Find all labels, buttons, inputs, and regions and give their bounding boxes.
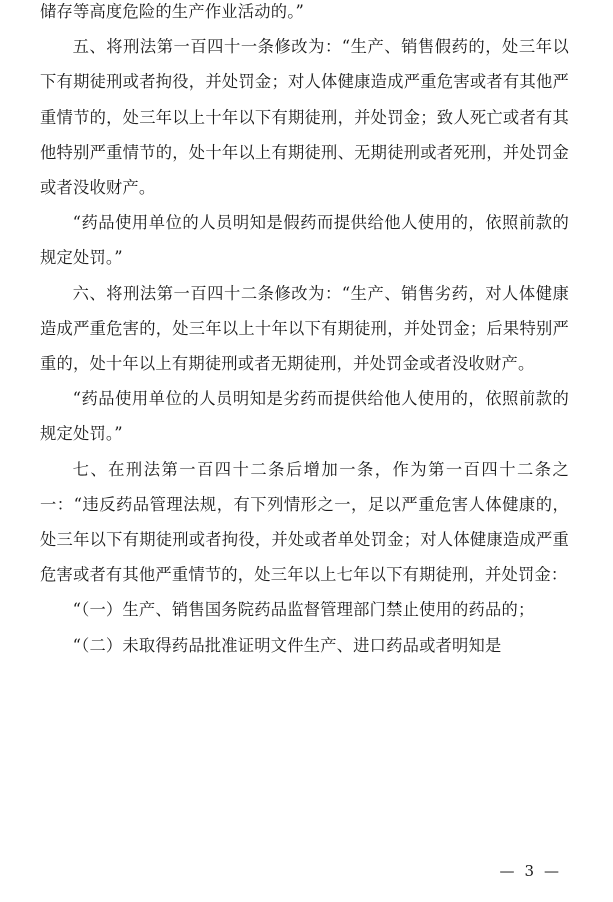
page-number-dash-left: — [499, 862, 516, 880]
paragraph-item-two: “（二）未取得药品批准证明文件生产、进口药品或者明知是 [72, 635, 502, 655]
document-body [40, 0, 569, 663]
page-number-footer [0, 862, 569, 880]
paragraph-article-six-quote: “药品使用单位的人员明知是劣药而提供给他人使用的，依照前款的规定处罚。” [40, 389, 569, 444]
paragraph-article-six: 六、将刑法第一百四十二条修改为：“生产、销售劣药，对人体健康造成严重危害的，处三年以上十年以下有期徒刑，并处罚金；后果特别严重的，处十年以上有期徒刑或者无期徒刑，并处罚金或者没收财产。 [40, 283, 569, 374]
paragraph-article-five-quote: “药品使用单位的人员明知是假药而提供给他人使用的，依照前款的规定处罚。” [40, 213, 569, 268]
paragraph-article-five: 五、将刑法第一百四十一条修改为：“生产、销售假药的，处三年以下有期徒刑或者拘役，并处罚金；对人体健康造成严重危害或者有其他严重情节的，处三年以上十年以下有期徒刑，并处罚金；致人死亡或者有其他特别严重情节的，处十年以上有期徒刑、无期徒刑或者死刑，并处罚金或者没收财产。 [40, 37, 569, 198]
page-number-value: 3 [524, 862, 535, 880]
paragraph-article-seven: 七、在刑法第一百四十二条后增加一条，作为第一百四十二条之一：“违反药品管理法规，有下列情形之一，足以严重危害人体健康的，处三年以下有期徒刑或者拘役，并处或者单处罚金；对人体健康造成严重危害或者有其他严重情节的，处三年以上七年以下有期徒刑，并处罚金： [40, 459, 569, 585]
paragraph-item-one: “（一）生产、销售国务院药品监督管理部门禁止使用的药品的； [72, 600, 535, 620]
page-number-dash-right: — [544, 862, 560, 880]
paragraph-continuation: 储存等高度危险的生产作业活动的。” [40, 2, 305, 21]
